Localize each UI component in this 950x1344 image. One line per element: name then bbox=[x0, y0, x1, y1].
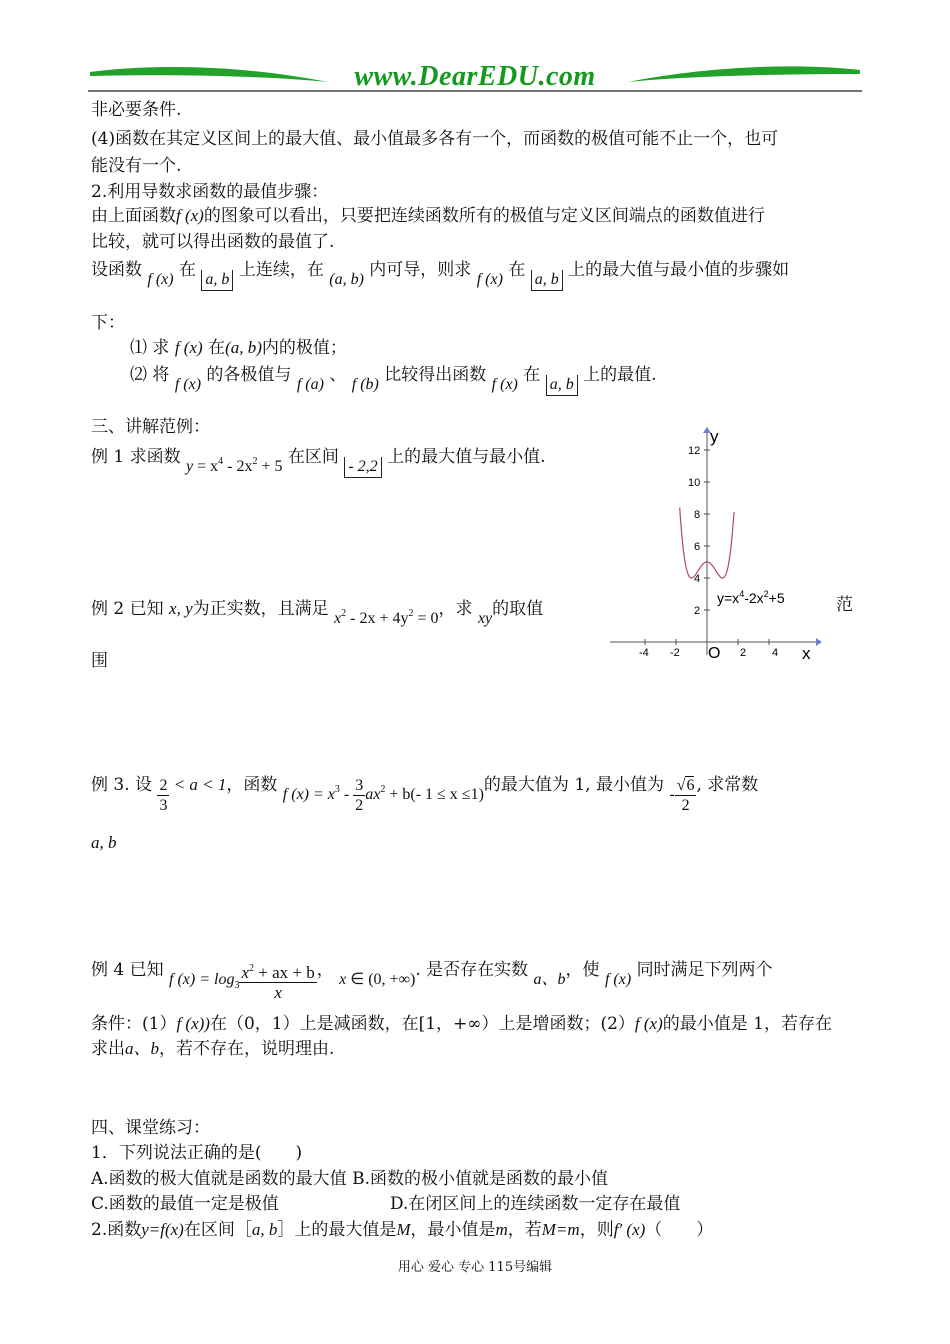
x-tick-label: 4 bbox=[772, 647, 779, 659]
text-line: 能没有一个. bbox=[91, 156, 182, 176]
page-footer: 用心 爱心 专心 115号编辑 bbox=[397, 1260, 553, 1275]
question-1: 1．下列说法正确的是( ) bbox=[91, 1143, 303, 1163]
text-line: 比较，就可以得出函数的最值了. bbox=[91, 232, 335, 252]
y-tick-label: 4 bbox=[694, 573, 701, 585]
text-line: 求出a、b，若不存在，说明理由. bbox=[91, 1039, 335, 1059]
y-tick-label: 12 bbox=[688, 445, 701, 457]
example-2: 例 2 已知 x, y为正实数，且满足 $x^2 - 2x + 4y^2 = 0$，求 xy的取值 bbox=[91, 599, 544, 627]
x-axis-label: x bbox=[802, 644, 811, 663]
text-line: 由上面函数f (x)的图象可以看出，只要把连续函数所有的极值与定义区间端点的函数值进行 bbox=[91, 206, 765, 226]
function-graph bbox=[610, 425, 822, 665]
graph-canvas bbox=[610, 425, 822, 665]
text-line: 设函数 f (x) 在 a, b 上连续，在 (a, b) 内可导，则求 f (x) 在 a, b 上的最大值与最小值的步骤如 bbox=[91, 259, 789, 282]
example-1: 例 1 求函数 $y = x^4 - 2x^2 + 5$ 在区间 - 2,2 上的最大值与最小值. bbox=[91, 442, 545, 469]
question-2: 2.函数y=f(x)在区间［a, b］上的最大值是M，最小值是m，若M=m，则f′ (x)（ ） bbox=[91, 1220, 714, 1240]
text-line: 围 bbox=[91, 651, 108, 671]
text-line: (4)函数在其定义区间上的最大值、最小值最多各有一个，而函数的极值可能不止一个，也可 bbox=[91, 129, 779, 149]
question-1-options-ab: A.函数的极大值就是函数的最大值 B.函数的极小值就是函数的最小值 bbox=[91, 1169, 608, 1189]
text-line: a, b bbox=[91, 833, 117, 852]
section-heading: 四、课堂练习： bbox=[91, 1118, 210, 1138]
y-tick-label: 8 bbox=[694, 509, 701, 521]
question-1-option-d: D.在闭区间上的连续函数一定存在最值 bbox=[390, 1194, 681, 1214]
text-line: 条件：(1）f (x))在（0，1）上是减函数，在[1，+∞）上是增函数；(2）f (x)的最小值是 1，若存在 bbox=[91, 1014, 832, 1034]
y-tick-label: 2 bbox=[694, 605, 701, 617]
y-tick-label: 10 bbox=[688, 477, 701, 489]
text-line: 非必要条件. bbox=[91, 100, 182, 120]
y-tick-label: 6 bbox=[694, 541, 701, 553]
x-arrow-icon bbox=[816, 638, 822, 646]
function-label: $y=x^4-2x^2+5$ bbox=[717, 589, 785, 606]
example-4: 例 4 已知 f $(x) = \log_3$ $\frac{x^2 + ax + b}{x}$ ， x ∈ (0, +∞). 是否存在实数 a、b，使 f (x) 同时满足下列两个 bbox=[91, 960, 773, 1002]
site-logo[interactable]: www.DearEDU.com bbox=[354, 61, 596, 92]
site-header-banner bbox=[88, 58, 862, 96]
x-tick-label: 2 bbox=[740, 647, 747, 659]
text-fragment: 范 bbox=[836, 595, 853, 615]
example-3: 例 3. 设 $\frac{2}{3}$ < a < 1，函数 f $(x) = x^3$ - $\frac{3}{2}$ $ax^2 + b(-$ 1 ≤ x ≤1)的最大值为 1, 最小值为 - $\frac{√6}{2}$ , 求常数 bbox=[91, 775, 759, 814]
text-line: 下： bbox=[91, 313, 125, 333]
question-1-option-c: C.函数的最值一定是极值 bbox=[91, 1194, 279, 1214]
origin-label: O bbox=[708, 645, 721, 662]
text-line: 2.利用导数求函数的最值步骤： bbox=[91, 182, 329, 202]
x-tick-label: -4 bbox=[639, 647, 649, 659]
section-heading: 三、讲解范例： bbox=[91, 417, 210, 437]
text-line: ⑵ 将 f (x) 的各极值与 f (a) 、 f (b) 比较得出函数 f (x) 在 a, b 上的最值. bbox=[130, 364, 657, 387]
text-line: ⑴ 求 f (x) 在(a, b)内的极值； bbox=[130, 338, 347, 358]
x-tick-label: -2 bbox=[670, 647, 680, 659]
y-axis-label: y bbox=[710, 427, 719, 446]
